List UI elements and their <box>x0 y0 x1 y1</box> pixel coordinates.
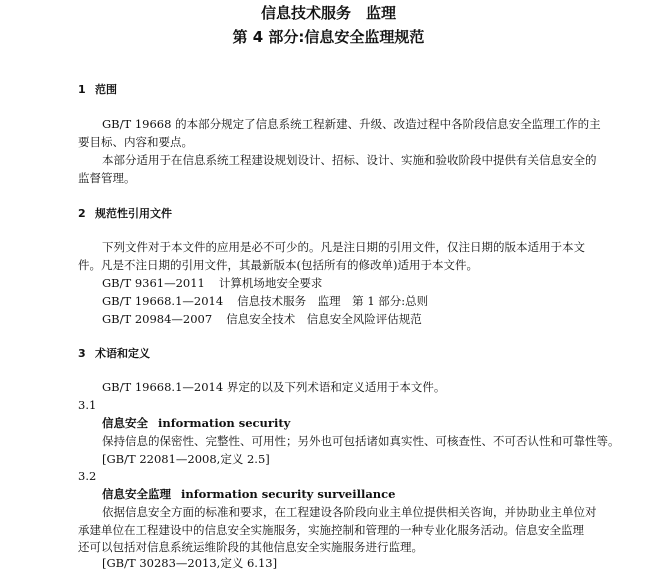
term-heading <box>102 487 395 502</box>
reference-code: GB/T 19668.1—2014 <box>102 294 224 308</box>
section-1-para2-line2: 监督管理。 <box>78 171 136 185</box>
term-definition-line3: 还可以包括对信息系统运维阶段的其他信息安全实施服务进行监理。 <box>78 540 423 554</box>
reference-item <box>102 294 428 309</box>
section-2-heading <box>78 206 172 221</box>
section-3-intro: GB/T 19668.1—2014 界定的以及下列术语和定义适用于本文件。 <box>102 380 446 394</box>
term-definition-line2: 承建单位在工程建设中的信息安全实施服务，实施控制和管理的一种专业化服务活动。信息安全监理 <box>78 523 584 537</box>
term-name-zh: 信息安全监理 <box>102 487 171 501</box>
document-title-line2: 第 4 部分:信息安全监理规范 <box>232 28 425 46</box>
document-title-line1: 信息技术服务 监理 <box>260 4 396 22</box>
term-number: 3.2 <box>78 469 97 483</box>
term-definition-line1: 保持信息的保密性、完整性、可用性；另外也可包括诸如真实性、可核查性、不可否认性和可靠性等。 <box>102 434 620 448</box>
section-title: 规范性引用文件 <box>95 207 172 220</box>
term-name-en: information security <box>158 416 291 430</box>
term-heading <box>102 416 290 431</box>
term-name-en: information security surveillance <box>181 487 396 501</box>
reference-title: 信息安全技术 信息安全风险评估规范 <box>226 312 422 326</box>
reference-code: GB/T 9361—2011 <box>102 276 205 290</box>
term-source: [GB/T 22081—2008,定义 2.5] <box>102 452 270 466</box>
reference-title: 信息技术服务 监理 第 1 部分:总则 <box>237 294 429 308</box>
section-number: 1 <box>78 83 86 96</box>
reference-item <box>102 312 422 327</box>
term-source: [GB/T 30283—2013,定义 6.13] <box>102 556 278 570</box>
term-number: 3.1 <box>78 398 97 412</box>
term-definition-line1: 依据信息安全方面的标准和要求，在工程建设各阶段向业主单位提供相关咨询，并协助业主单位对 <box>102 505 597 519</box>
section-title: 术语和定义 <box>95 347 150 360</box>
section-1-para1-line1: GB/T 19668 的本部分规定了信息系统工程新建、升级、改造过程中各阶段信息安全监理工作的主 <box>102 117 601 131</box>
section-number: 3 <box>78 347 86 360</box>
section-1-para1-line2: 要目标、内容和要点。 <box>78 135 193 149</box>
section-1-heading <box>78 82 117 97</box>
section-2-para-line1: 下列文件对于本文件的应用是必不可少的。凡是注日期的引用文件，仅注日期的版本适用于本文 <box>102 240 585 254</box>
section-2-para-line2: 件。凡是不注日期的引用文件，其最新版本(包括所有的修改单)适用于本文件。 <box>78 258 478 272</box>
term-name-zh: 信息安全 <box>102 416 148 430</box>
section-number: 2 <box>78 207 86 220</box>
reference-code: GB/T 20984—2007 <box>102 312 213 326</box>
section-1-para2-line1: 本部分适用于在信息系统工程建设规划设计、招标、设计、实施和验收阶段中提供有关信息安全的 <box>102 153 597 167</box>
section-3-heading <box>78 346 150 361</box>
section-title: 范围 <box>95 83 117 96</box>
reference-item <box>102 276 322 291</box>
reference-title: 计算机场地安全要求 <box>218 276 323 290</box>
